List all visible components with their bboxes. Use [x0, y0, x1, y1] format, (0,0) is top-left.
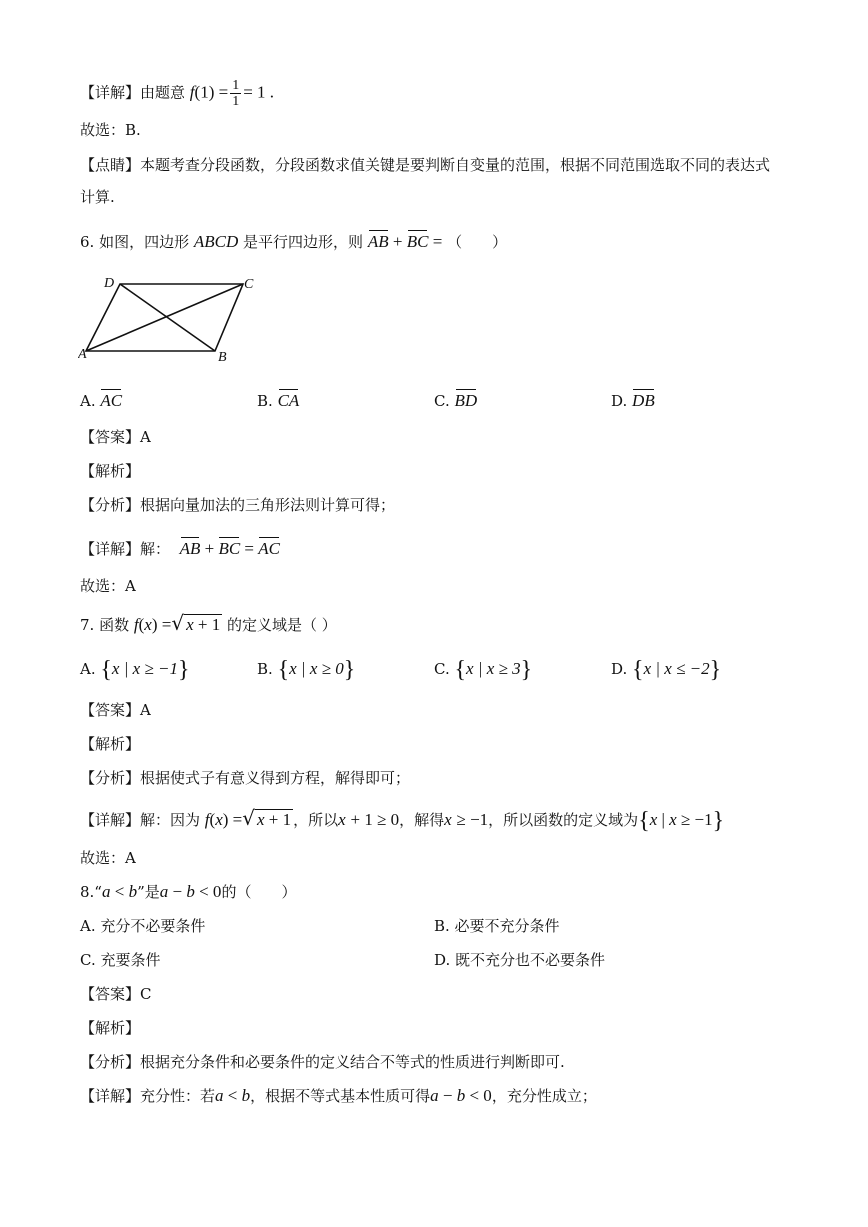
comment-line: 【点睛】本题考查分段函数，分段函数求值关键是要判断自变量的范围，根据不同范围选取不同的表达式	[80, 156, 771, 174]
q6-text-b: 是平行四边形，则	[243, 233, 364, 251]
q8-answer: 【答案】C	[80, 985, 152, 1003]
q7-analysis: 【分析】根据使式子有意义得到方程，解得即可；	[80, 769, 411, 787]
question-6: 6. 如图，四边形 ABCD 是平行四边形，则 AB + BC = （ ）	[80, 229, 507, 252]
q7-option-c[interactable]: C. {x | x ≥ 3}	[434, 657, 533, 683]
q8-option-a[interactable]: A. 充分不必要条件	[80, 917, 206, 935]
q6-blank: （ ）	[447, 233, 508, 251]
q6-answer: 【答案】A	[80, 428, 151, 446]
q6-analysis-heading: 【解析】	[80, 462, 141, 480]
formula-f1: f	[189, 82, 195, 102]
q8-detail: 【详解】充分性：若a < b，根据不等式基本性质可得a − b < 0，充分性成立；	[80, 1086, 597, 1105]
q7-option-a[interactable]: A. {x | x ≥ −1}	[80, 657, 190, 683]
solution-line-1: 【详解】由题意 f(1) = $\frac{1}{1}$ = 1 .	[80, 78, 275, 109]
text: 【详解】由题意	[80, 83, 186, 102]
parallelogram-figure	[78, 272, 268, 372]
point-label-c: C	[244, 277, 254, 292]
question-8: 8.“a < b”是a − b < 0的（ ）	[80, 882, 297, 901]
q6-option-b[interactable]: B. CA	[257, 388, 299, 411]
question-7: 7. 函数 f(x) =√ x + 1 的定义域是（ ）	[80, 611, 337, 635]
q7-option-b[interactable]: B. {x | x ≥ 0}	[257, 657, 356, 683]
q8-option-b[interactable]: B. 必要不充分条件	[434, 917, 560, 935]
fraction: $\frac{1}{1}$	[232, 78, 240, 109]
q6-option-a[interactable]: A. AC	[80, 388, 122, 411]
q6-analysis: 【分析】根据向量加法的三角形法则计算可得；	[80, 496, 396, 514]
q6-option-c[interactable]: C. BD	[434, 388, 477, 411]
q6-detail: 【详解】解： AB + BC = AC	[80, 536, 280, 559]
q7-detail: 【详解】解：因为 f(x) =√ x + 1 ，所以x + 1 ≥ 0，解得x ≥ −1，所以函数的定义域为{x | x ≥ −1}	[80, 806, 725, 834]
q7-choice: 故选：A	[80, 849, 136, 867]
point-label-b: B	[218, 350, 227, 365]
q7-option-d[interactable]: D. {x | x ≤ −2}	[611, 657, 722, 683]
q7-analysis-heading: 【解析】	[80, 735, 141, 753]
q8-analysis-heading: 【解析】	[80, 1019, 141, 1037]
q6-text: 6. 如图，四边形	[80, 233, 190, 251]
q8-analysis: 【分析】根据充分条件和必要条件的定义结合不等式的性质进行判断即可.	[80, 1053, 565, 1071]
q6-choice: 故选：A	[80, 577, 136, 595]
answer-choice-line: 故选：B.	[80, 121, 141, 139]
q8-option-c[interactable]: C. 充要条件	[80, 951, 161, 969]
point-label-a: A	[78, 347, 87, 362]
q6-option-d[interactable]: D. DB	[611, 388, 655, 411]
q8-option-d[interactable]: D. 既不充分也不必要条件	[434, 951, 606, 969]
comment-line-2: 计算.	[80, 188, 115, 206]
diagonal-bd	[120, 284, 215, 351]
q7-answer: 【答案】A	[80, 701, 151, 719]
point-label-d: D	[104, 276, 115, 291]
